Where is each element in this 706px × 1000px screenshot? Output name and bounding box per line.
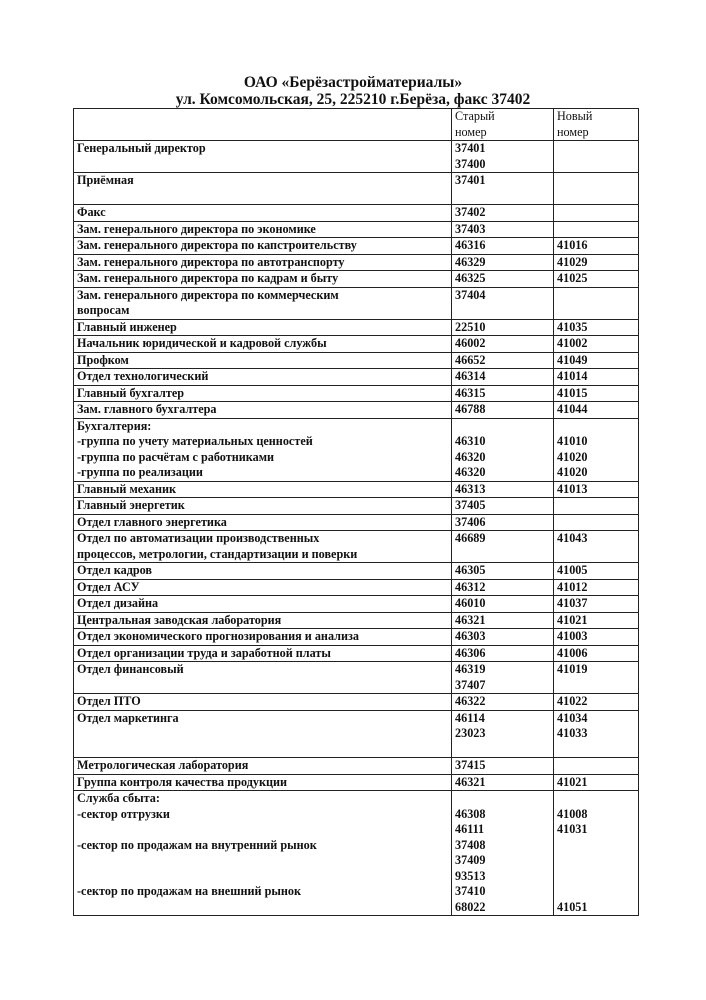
old-number-cell: 46303 <box>452 629 554 646</box>
old-number-cell: 46322 <box>452 694 554 711</box>
new-number-cell <box>554 514 639 531</box>
table-row <box>74 791 639 916</box>
new-number-cell: 41014 <box>554 369 639 386</box>
table-row <box>74 287 639 319</box>
new-number-cell <box>554 141 639 173</box>
new-number-cell: 41029 <box>554 254 639 271</box>
new-number-cell: 41021 <box>554 612 639 629</box>
table-row <box>74 498 639 515</box>
department-cell: Отдел технологический <box>74 369 452 386</box>
department-cell: Служба сбыта: -сектор отгрузки -сектор по продажам на внутренний рынок -сектор по продажам на внешний рынок <box>74 791 452 916</box>
table-row <box>74 336 639 353</box>
new-number-cell <box>554 221 639 238</box>
old-number-cell: 37405 <box>452 498 554 515</box>
table-row <box>74 758 639 775</box>
table-row <box>74 531 639 563</box>
old-number-cell: 46313 <box>452 481 554 498</box>
department-cell: Отдел кадров <box>74 563 452 580</box>
new-number-cell <box>554 287 639 319</box>
department-cell: Зам. главного бухгалтера <box>74 402 452 419</box>
old-number-cell: 37404 <box>452 287 554 319</box>
table-row <box>74 774 639 791</box>
table-row <box>74 612 639 629</box>
department-cell: Отдел по автоматизации производственных процессов, метрологии, стандартизации и поверки <box>74 531 452 563</box>
old-number-cell: 46689 <box>452 531 554 563</box>
table-row <box>74 629 639 646</box>
department-cell: Факс <box>74 205 452 222</box>
new-number-cell: 41006 <box>554 645 639 662</box>
table-row <box>74 694 639 711</box>
table-row <box>74 271 639 288</box>
table-row <box>74 402 639 419</box>
new-number-cell: 41015 <box>554 385 639 402</box>
header-department <box>74 109 452 141</box>
new-number-cell <box>554 498 639 515</box>
old-number-cell: 46312 <box>452 579 554 596</box>
department-cell: Отдел АСУ <box>74 579 452 596</box>
document-address: ул. Комсомольская, 25, 225210 г.Берёза, факс 37402 <box>175 91 531 108</box>
table-row <box>74 481 639 498</box>
department-cell: Зам. генерального директора по коммерческим вопросам <box>74 287 452 319</box>
old-number-cell: 46010 <box>452 596 554 613</box>
department-cell: Главный энергетик <box>74 498 452 515</box>
table-row <box>74 579 639 596</box>
table-row <box>74 710 639 758</box>
new-number-cell: 41008 41031 41051 <box>554 791 639 916</box>
header-new-number: Новый номер <box>554 109 639 141</box>
table-header-row <box>74 109 639 141</box>
department-cell: Приёмная <box>74 173 452 205</box>
department-cell: Отдел ПТО <box>74 694 452 711</box>
old-number-cell: 46321 <box>452 774 554 791</box>
phone-directory-table <box>73 108 639 916</box>
old-number-cell: 37401 37400 <box>452 141 554 173</box>
table-row <box>74 385 639 402</box>
table-row <box>74 514 639 531</box>
department-cell: Главный инженер <box>74 319 452 336</box>
new-number-cell: 41016 <box>554 238 639 255</box>
old-number-cell: 37402 <box>452 205 554 222</box>
department-cell: Метрологическая лаборатория <box>74 758 452 775</box>
old-number-cell: 46308 46111 37408 37409 93513 37410 68022 <box>452 791 554 916</box>
old-number-cell: 46114 23023 <box>452 710 554 758</box>
table-row <box>74 254 639 271</box>
old-number-cell: 46325 <box>452 271 554 288</box>
department-cell: Главный механик <box>74 481 452 498</box>
new-number-cell: 41034 41033 <box>554 710 639 758</box>
old-number-cell: 46314 <box>452 369 554 386</box>
table-row <box>74 596 639 613</box>
new-number-cell: 41005 <box>554 563 639 580</box>
department-cell: Центральная заводская лаборатория <box>74 612 452 629</box>
new-number-cell: 41022 <box>554 694 639 711</box>
old-number-cell: 46788 <box>452 402 554 419</box>
department-cell: Зам. генерального директора по экономике <box>74 221 452 238</box>
old-number-cell: 46305 <box>452 563 554 580</box>
department-cell: Зам. генерального директора по капстроительству <box>74 238 452 255</box>
table-row <box>74 173 639 205</box>
new-number-cell: 41021 <box>554 774 639 791</box>
department-cell: Начальник юридической и кадровой службы <box>74 336 452 353</box>
department-cell: Отдел экономического прогнозирования и анализа <box>74 629 452 646</box>
department-cell: Бухгалтерия: -группа по учету материальных ценностей -группа по расчётам с работниками -группа по реализации <box>74 418 452 481</box>
old-number-cell: 46316 <box>452 238 554 255</box>
new-number-cell: 41044 <box>554 402 639 419</box>
old-number-cell: 46319 37407 <box>452 662 554 694</box>
department-cell: Группа контроля качества продукции <box>74 774 452 791</box>
document-title: ОАО «Берёзастройматериалы» <box>243 74 463 91</box>
header-old-number: Старый номер <box>452 109 554 141</box>
department-cell: Отдел главного энергетика <box>74 514 452 531</box>
old-number-cell: 46306 <box>452 645 554 662</box>
new-number-cell: 41049 <box>554 352 639 369</box>
new-number-cell <box>554 205 639 222</box>
old-number-cell: 46315 <box>452 385 554 402</box>
new-number-cell: 41012 <box>554 579 639 596</box>
department-cell: Зам. генерального директора по автотранспорту <box>74 254 452 271</box>
old-number-cell: 37403 <box>452 221 554 238</box>
new-number-cell: 41025 <box>554 271 639 288</box>
table-row <box>74 369 639 386</box>
old-number-cell: 46329 <box>452 254 554 271</box>
table-row <box>74 662 639 694</box>
old-number-cell: 46321 <box>452 612 554 629</box>
table-row <box>74 221 639 238</box>
old-number-cell: 46652 <box>452 352 554 369</box>
department-cell: Отдел организации труда и заработной платы <box>74 645 452 662</box>
old-number-cell: 46310 46320 46320 <box>452 418 554 481</box>
table-row <box>74 319 639 336</box>
new-number-cell <box>554 758 639 775</box>
new-number-cell <box>554 173 639 205</box>
old-number-cell: 37401 <box>452 173 554 205</box>
table-row <box>74 141 639 173</box>
table-row <box>74 238 639 255</box>
department-cell: Генеральный директор <box>74 141 452 173</box>
department-cell: Отдел финансовый <box>74 662 452 694</box>
new-number-cell: 41002 <box>554 336 639 353</box>
department-cell: Зам. генерального директора по кадрам и быту <box>74 271 452 288</box>
new-number-cell: 41043 <box>554 531 639 563</box>
department-cell: Главный бухгалтер <box>74 385 452 402</box>
table-row <box>74 645 639 662</box>
department-cell: Отдел маркетинга <box>74 710 452 758</box>
new-number-cell: 41037 <box>554 596 639 613</box>
new-number-cell: 41010 41020 41020 <box>554 418 639 481</box>
department-cell: Отдел дизайна <box>74 596 452 613</box>
new-number-cell: 41019 <box>554 662 639 694</box>
table-row <box>74 418 639 481</box>
table-row <box>74 352 639 369</box>
old-number-cell: 22510 <box>452 319 554 336</box>
old-number-cell: 46002 <box>452 336 554 353</box>
old-number-cell: 37415 <box>452 758 554 775</box>
table-row <box>74 205 639 222</box>
new-number-cell: 41013 <box>554 481 639 498</box>
table-row <box>74 563 639 580</box>
new-number-cell: 41003 <box>554 629 639 646</box>
old-number-cell: 37406 <box>452 514 554 531</box>
new-number-cell: 41035 <box>554 319 639 336</box>
department-cell: Профком <box>74 352 452 369</box>
